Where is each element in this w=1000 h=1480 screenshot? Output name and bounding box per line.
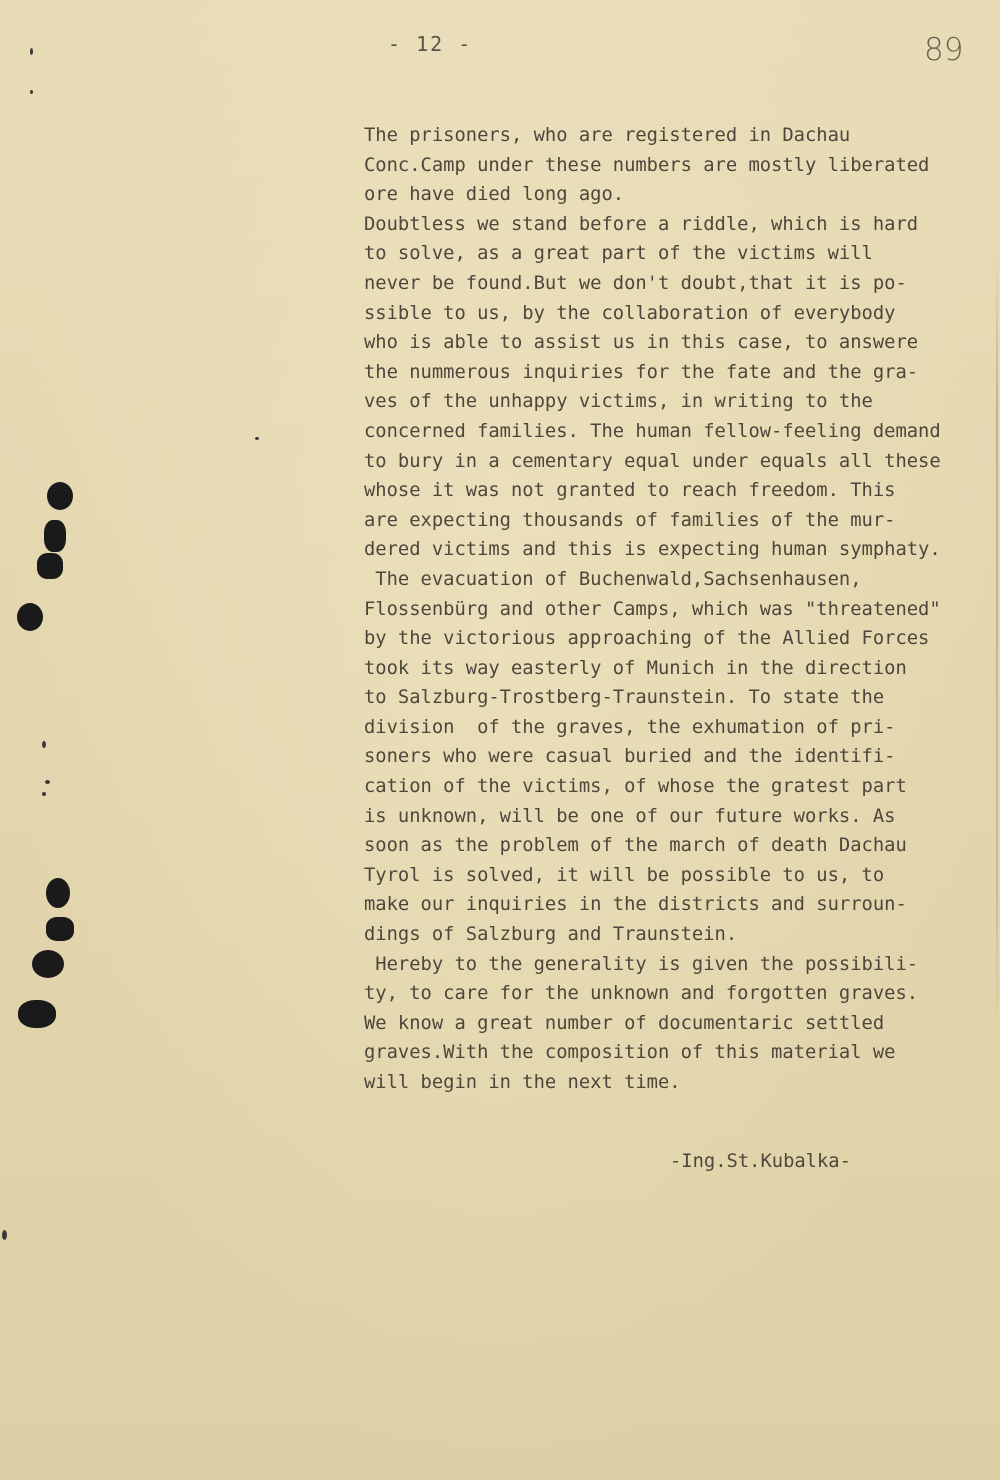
text-line: soners who were casual buried and the identifi- bbox=[364, 746, 896, 768]
text-line: concerned families. The human fellow-feeling demand bbox=[364, 420, 941, 442]
text-line: ssible to us, by the collaboration of everybody bbox=[364, 302, 896, 324]
text-line: cation of the victims, of whose the gratest part bbox=[364, 776, 907, 798]
text-line: Doubtless we stand before a riddle, which is hard bbox=[364, 213, 919, 235]
text-line: to Salzburg-Trostberg-Traunstein. To state the bbox=[364, 687, 885, 709]
text-line: whose it was not granted to reach freedom. This bbox=[364, 480, 896, 502]
text-line: never be found.But we don't doubt,that it is po- bbox=[364, 272, 907, 294]
speck bbox=[45, 780, 50, 784]
text-line: division of the graves, the exhumation of pri- bbox=[364, 716, 896, 738]
text-line: ty, to care for the unknown and forgotten graves. bbox=[364, 983, 919, 1005]
punch-hole bbox=[17, 603, 43, 631]
text-line: make our inquiries in the districts and surroun- bbox=[364, 894, 907, 916]
text-line: who is able to assist us in this case, to answere bbox=[364, 332, 919, 354]
speck bbox=[255, 437, 259, 440]
punch-hole bbox=[46, 917, 74, 941]
text-line: ves of the unhappy victims, in writing to the bbox=[364, 391, 873, 413]
text-line: is unknown, will be one of our future works. As bbox=[364, 805, 896, 827]
speck bbox=[30, 48, 33, 55]
text-line: dings of Salzburg and Traunstein. bbox=[364, 924, 738, 946]
speck bbox=[42, 741, 46, 748]
text-line: to bury in a cementary equal under equals all these bbox=[364, 450, 941, 472]
text-line: by the victorious approaching of the Allied Forces bbox=[364, 628, 930, 650]
text-line: took its way easterly of Munich in the direction bbox=[364, 657, 907, 679]
text-line: soon as the problem of the march of death Dachau bbox=[364, 835, 907, 857]
speck bbox=[2, 1230, 7, 1240]
speck bbox=[42, 792, 46, 796]
text-line: Hereby to the generality is given the possibili- bbox=[364, 953, 919, 975]
page-number: - 12 - bbox=[388, 32, 473, 56]
signature: -Ing.St.Kubalka- bbox=[670, 1151, 851, 1172]
text-line: Tyrol is solved, it will be possible to us, to bbox=[364, 864, 885, 886]
text-line: to solve, as a great part of the victims will bbox=[364, 243, 873, 265]
text-line: ore have died long ago. bbox=[364, 184, 625, 206]
text-line: will begin in the next time. bbox=[364, 1072, 681, 1093]
body-text bbox=[364, 121, 1000, 1098]
text-line: The evacuation of Buchenwald,Sachsenhausen, bbox=[364, 568, 862, 590]
text-line: dered victims and this is expecting human symphaty. bbox=[364, 539, 941, 561]
punch-hole bbox=[37, 553, 63, 579]
text-line: graves.With the composition of this material we bbox=[364, 1042, 896, 1064]
punch-hole bbox=[46, 878, 70, 908]
speck bbox=[30, 90, 33, 94]
punch-hole bbox=[47, 482, 73, 510]
folio-number: 89 bbox=[924, 32, 964, 68]
punch-hole bbox=[32, 950, 64, 978]
text-line: We know a great number of documentaric settled bbox=[364, 1012, 885, 1034]
punch-hole bbox=[44, 520, 66, 552]
punch-hole bbox=[18, 1000, 56, 1028]
text-line: are expecting thousands of families of the mur- bbox=[364, 509, 896, 531]
text-line: Conc.Camp under these numbers are mostly liberated bbox=[364, 154, 930, 176]
text-line: The prisoners, who are registered in Dachau bbox=[364, 125, 851, 146]
text-line: Flossenbürg and other Camps, which was "threatened" bbox=[364, 598, 941, 620]
text-line: the nummerous inquiries for the fate and the gra- bbox=[364, 361, 919, 383]
